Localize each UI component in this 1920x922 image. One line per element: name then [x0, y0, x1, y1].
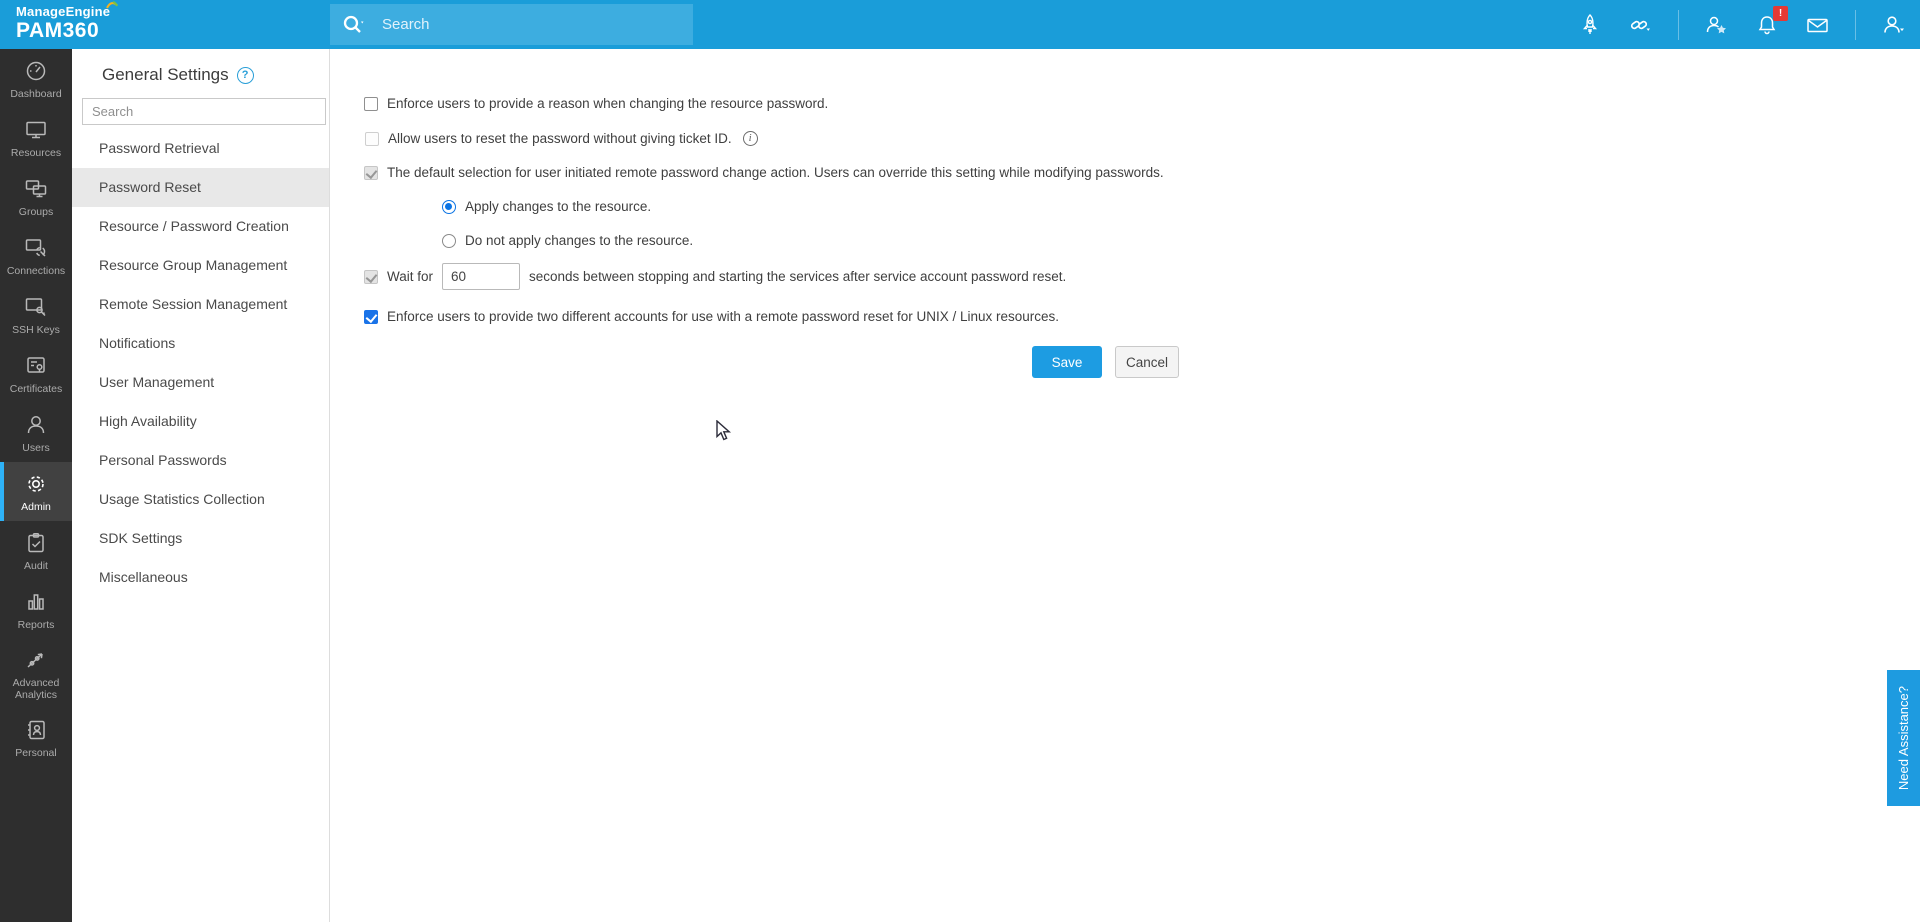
personal-contacts-icon — [24, 718, 48, 742]
search-input[interactable] — [382, 16, 662, 33]
menu-item-usage-statistics-collection[interactable]: Usage Statistics Collection — [99, 491, 265, 507]
sidebar-item-connections[interactable]: Connections — [0, 226, 72, 285]
sidebar-item-reports[interactable]: Reports — [0, 580, 72, 639]
radio-row-do-not-apply — [442, 233, 693, 248]
info-icon[interactable]: i — [743, 131, 758, 146]
profile-icon[interactable] — [1882, 13, 1906, 37]
menu-item-miscellaneous[interactable]: Miscellaneous — [99, 569, 188, 585]
rocket-icon[interactable] — [1578, 13, 1602, 37]
radio-label: Do not apply changes to the resource. — [465, 233, 694, 248]
setting-row-wait-seconds — [364, 263, 1066, 290]
sidebar-item-audit[interactable]: Audit — [0, 521, 72, 580]
users-icon — [24, 413, 48, 437]
password-reset-settings — [330, 49, 1920, 922]
dashboard-gauge-icon — [24, 59, 48, 83]
setting-row-enforce-reason — [364, 96, 828, 111]
wait-suffix-label: seconds between stopping and starting the services after service account password reset. — [529, 269, 1067, 284]
sidebar-item-dashboard[interactable]: Dashboard — [0, 49, 72, 108]
need-assistance-tab[interactable]: Need Assistance? — [1887, 670, 1920, 806]
form-actions — [1032, 346, 1179, 378]
setting-label: Enforce users to provide two different accounts for use with a remote password reset for UNIX / Linux resources. — [387, 309, 1060, 324]
search-icon[interactable] — [342, 14, 366, 36]
admin-gear-icon — [24, 472, 48, 496]
setting-row-allow-reset-without-ticket — [365, 131, 758, 146]
header-divider — [1678, 10, 1679, 40]
menu-item-resource-group-management[interactable]: Resource Group Management — [99, 257, 288, 273]
notification-badge: ! — [1773, 6, 1788, 21]
logo-swoosh-icon — [106, 1, 118, 11]
menu-item-resource-password-creation[interactable]: Resource / Password Creation — [99, 218, 289, 234]
setting-row-two-accounts-unix — [364, 309, 1059, 324]
pam360-wordmark: PAM360 — [16, 19, 100, 43]
groups-monitors-icon — [24, 177, 48, 201]
wait-prefix-label: Wait for — [387, 269, 434, 284]
menu-item-user-management[interactable]: User Management — [99, 374, 215, 390]
sidebar-item-groups[interactable]: Groups — [0, 167, 72, 226]
allow-reset-checkbox — [365, 132, 379, 146]
manageengine-wordmark — [16, 5, 110, 19]
menu-item-remote-session-management[interactable]: Remote Session Management — [99, 296, 288, 312]
top-header-bar — [0, 0, 1920, 49]
menu-item-notifications[interactable]: Notifications — [99, 335, 176, 351]
cancel-button[interactable]: Cancel — [1115, 346, 1179, 378]
global-search-bar[interactable] — [330, 4, 693, 45]
wait-seconds-input[interactable] — [442, 263, 520, 290]
two-accounts-checkbox[interactable] — [364, 310, 378, 324]
page-title: General Settings ? — [102, 65, 329, 85]
sidebar-item-certificates[interactable]: Certificates — [0, 344, 72, 403]
sidebar-item-advanced-analytics[interactable]: Advanced Analytics — [0, 639, 72, 707]
sidebar-item-resources[interactable]: Resources — [0, 108, 72, 167]
reports-bar-chart-icon — [24, 590, 48, 614]
setting-label: Enforce users to provide a reason when changing the resource password. — [387, 96, 829, 111]
menu-item-sdk-settings[interactable]: SDK Settings — [99, 530, 183, 546]
radio-row-apply-changes — [442, 199, 651, 214]
enforce-reason-checkbox[interactable] — [364, 97, 378, 111]
manageengine-text: ManageEngine — [16, 4, 111, 19]
radio-label: Apply changes to the resource. — [465, 199, 652, 214]
sidebar-item-admin[interactable]: Admin — [0, 462, 72, 521]
save-button[interactable]: Save — [1032, 346, 1102, 378]
setting-row-default-selection — [364, 165, 1164, 180]
wait-seconds-checkbox — [364, 270, 378, 284]
ssh-keys-icon — [24, 295, 48, 319]
mail-icon[interactable] — [1805, 13, 1829, 37]
primary-nav-rail — [0, 49, 72, 922]
audit-clipboard-icon — [24, 531, 48, 555]
sidebar-item-personal[interactable]: Personal — [0, 707, 72, 766]
setting-label: Allow users to reset the password without giving ticket ID. — [388, 131, 732, 146]
sidebar-item-ssh-keys[interactable]: SSH Keys — [0, 285, 72, 344]
menu-item-personal-passwords[interactable]: Personal Passwords — [99, 452, 227, 468]
menu-item-password-reset[interactable]: Password Reset — [72, 168, 329, 207]
brand-logo — [16, 5, 110, 42]
settings-search-input[interactable] — [82, 98, 326, 125]
notifications-bell-icon[interactable] — [1755, 7, 1783, 37]
link-icon[interactable] — [1628, 13, 1652, 37]
user-star-icon[interactable] — [1705, 13, 1729, 37]
menu-item-high-availability[interactable]: High Availability — [99, 413, 197, 429]
setting-label: The default selection for user initiated remote password change action. Users can override this setting while modifying passwords. — [387, 165, 1164, 180]
header-divider — [1855, 10, 1856, 40]
help-icon[interactable]: ? — [237, 67, 254, 84]
menu-item-password-retrieval[interactable]: Password Retrieval — [99, 140, 220, 156]
certificates-icon — [24, 354, 48, 378]
resources-monitor-icon — [24, 118, 48, 142]
header-icon-group — [1578, 0, 1906, 49]
default-selection-checkbox — [364, 166, 378, 180]
connections-icon — [24, 236, 48, 260]
sidebar-item-users[interactable]: Users — [0, 403, 72, 462]
general-settings-panel — [72, 49, 330, 922]
apply-changes-radio[interactable] — [442, 200, 456, 214]
advanced-analytics-icon — [24, 648, 48, 672]
do-not-apply-radio[interactable] — [442, 234, 456, 248]
